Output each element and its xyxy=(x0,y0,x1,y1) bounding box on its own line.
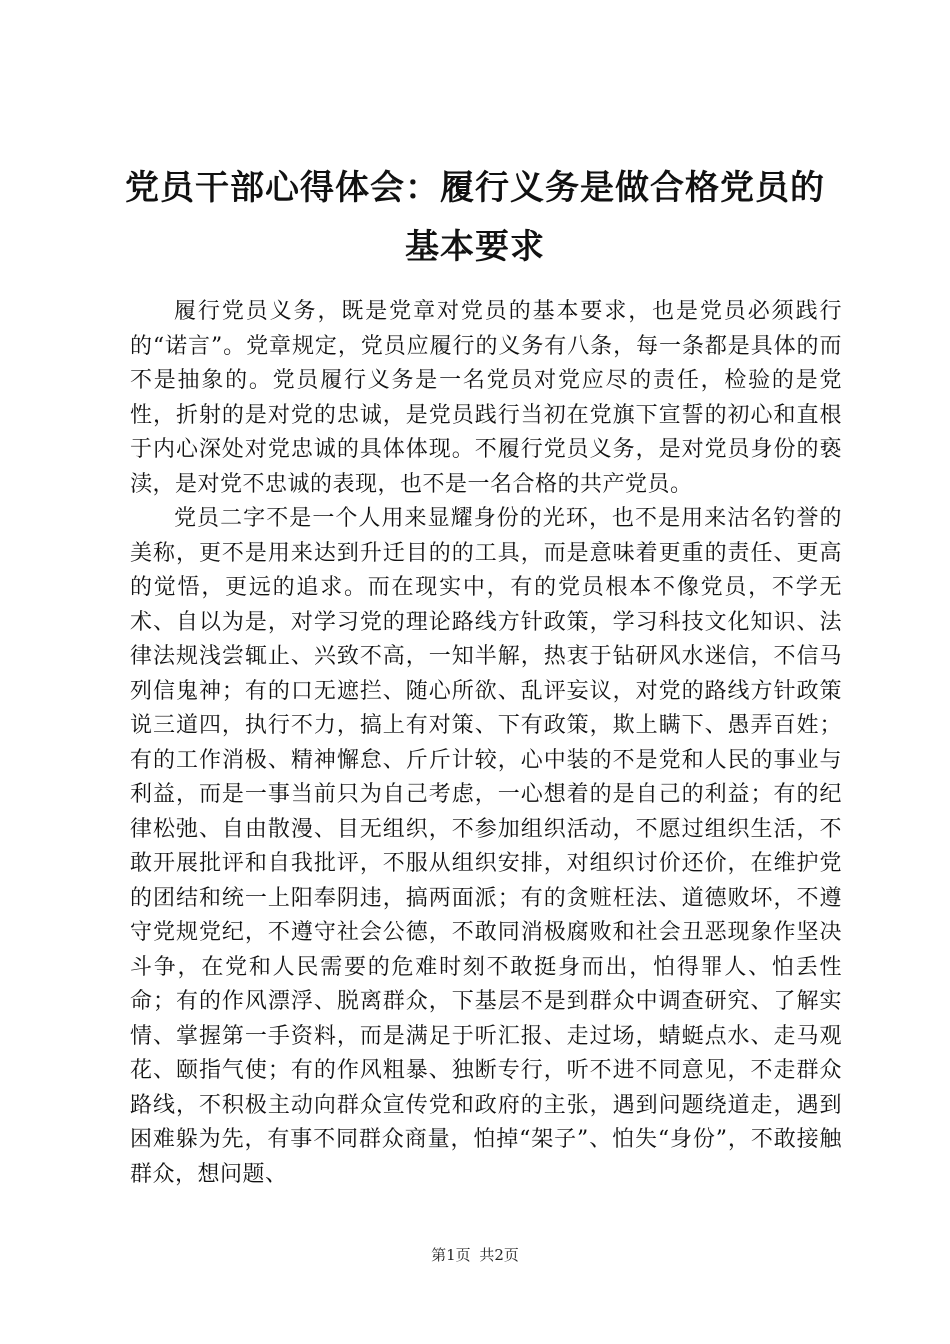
document-body xyxy=(130,295,842,1192)
page-total: 共2页 xyxy=(479,1246,519,1264)
page-number: 第1页 xyxy=(431,1246,471,1264)
paragraph: 履行党员义务，既是党章对党员的基本要求，也是党员必须践行的“诺言”。党章规定，党员应履行的义务有八条，每一条都是具体的而不是抽象的。党员履行义务是一名党员对党应尽的责任，检验的是党性，折射的是对党的忠诚，是党员践行当初在党旗下宣誓的初心和直根于内心深处对党忠诚的具体体现。不履行党员义务，是对党员身份的亵渎，是对党不忠诚的表现，也不是一名合格的共产党员。 xyxy=(130,299,842,497)
paragraph: 党员二字不是一个人用来显耀身份的光环，也不是用来沽名钓誉的美称，更不是用来达到升迁目的的工具，而是意味着更重的责任、更高的觉悟，更远的追求。而在现实中，有的党员根本不像党员，不学无术、自以为是，对学习党的理论路线方针政策，学习科技文化知识、法律法规浅尝辄止、兴致不高，一知半解，热衷于钻研风水迷信，不信马列信鬼神；有的口无遮拦、随心所欲、乱评妄议，对党的路线方针政策说三道四，执行不力，搞上有对策、下有政策，欺上瞒下、愚弄百姓；有的工作消极、精神懈怠、斤斤计较，心中装的不是党和人民的事业与利益，而是一事当前只为自己考虑，一心想着的是自己的利益；有的纪律松弛、自由散漫、目无组织，不参加组织活动，不愿过组织生活，不敢开展批评和自我批评，不服从组织安排，对组织讨价还价，在维护党的团结和统一上阳奉阴违，搞两面派；有的贪赃枉法、道德败坏，不遵守党规党纪，不遵守社会公德，不敢同消极腐败和社会丑恶现象作坚决斗争，在党和人民需要的危难时刻不敢挺身而出，怕得罪人、怕丢性命；有的作风漂浮、脱离群众，下基层不是到群众中调查研究、了解实情、掌握第一手资料，而是满足于听汇报、走过场，蜻蜓点水、走马观花、颐指气使；有的作风粗暴、独断专行，听不进不同意见，不走群众路线，不积极主动向群众宣传党和政府的主张，遇到问题绕道走，遇到困难躲为先，有事不同群众商量，怕掉“架子”、怕失“身份”，不敢接触群众，想问题、 xyxy=(130,506,842,1187)
page-footer xyxy=(0,1244,950,1265)
document-title-line-2: 基本要求 xyxy=(405,227,545,267)
document-title-line-1: 党员干部心得体会：履行义务是做合格党员的 xyxy=(125,168,825,208)
